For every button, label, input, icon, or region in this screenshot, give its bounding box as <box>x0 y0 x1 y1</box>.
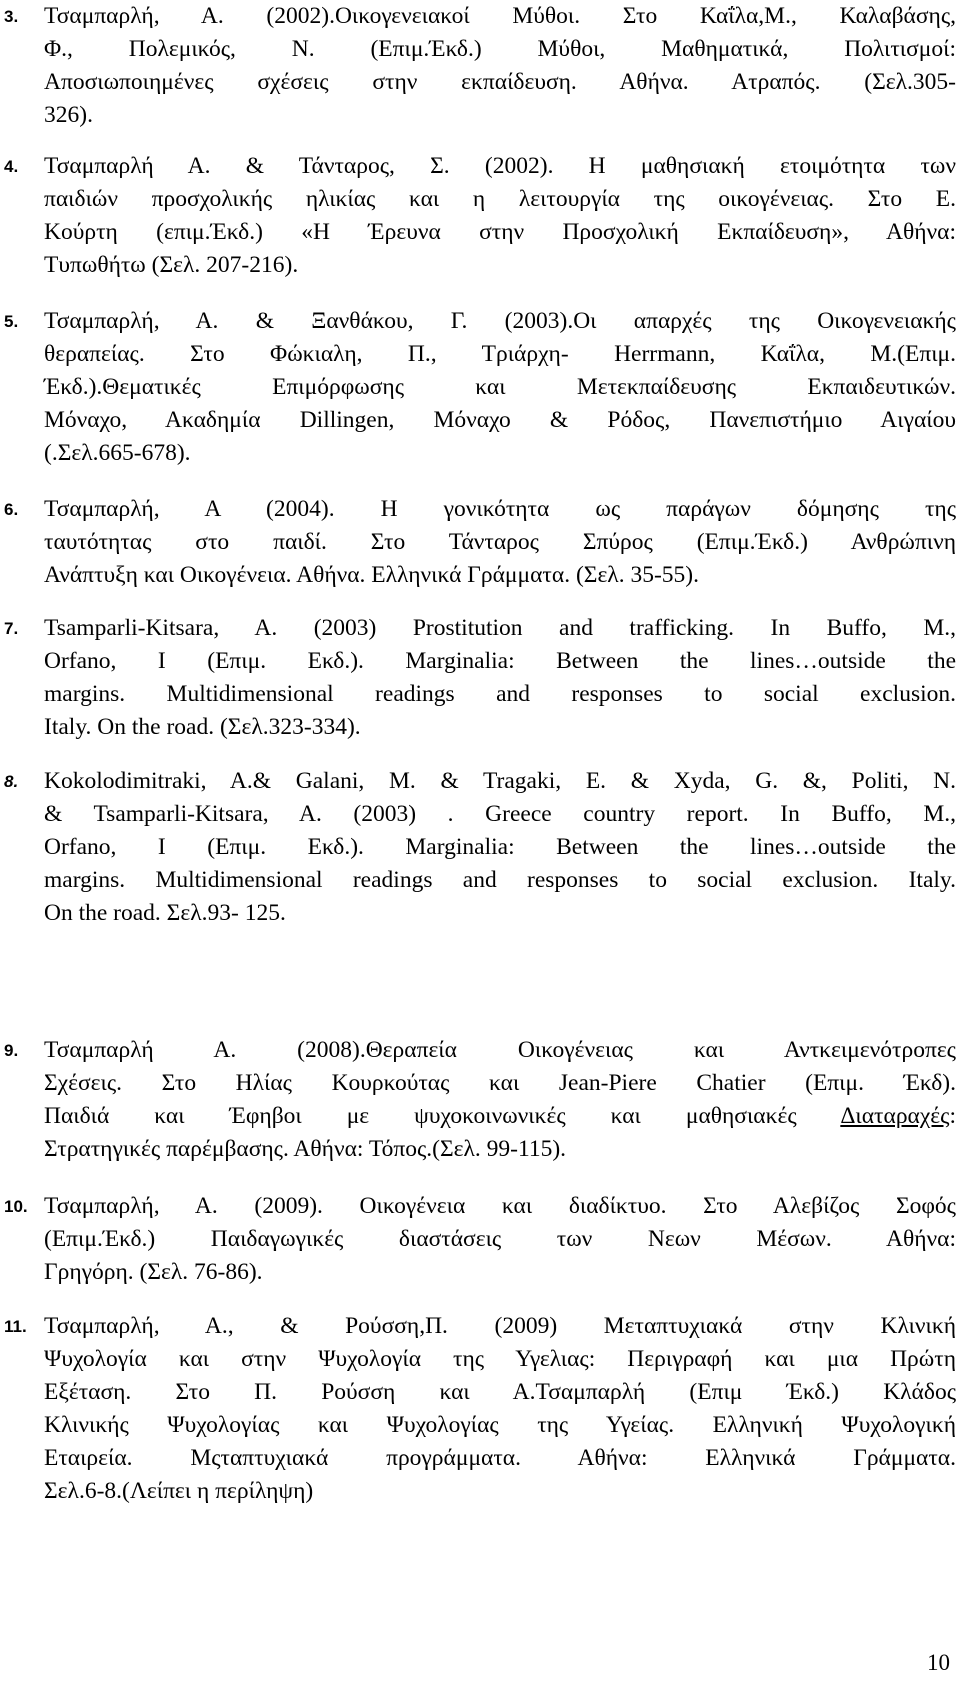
reference-number: 11. <box>4 1317 27 1336</box>
reference-text <box>44 1034 956 1166</box>
reference-line: Orfano, I (Επιμ. Εκδ.). Marginalia: Between the lines…outside the <box>44 648 956 674</box>
reference-text <box>44 305 956 470</box>
reference-text <box>44 1190 956 1289</box>
reference-line: Τσαμπαρλή, Α. (2009). Οικογένεια και διαδίκτυο. Στο Αλεβίζος Σοφός <box>44 1193 956 1219</box>
reference-number: 3. <box>4 7 19 26</box>
reference-11 <box>4 1310 956 1508</box>
reference-text <box>44 612 956 744</box>
page-number: 10 <box>927 1650 950 1675</box>
reference-text <box>44 150 956 282</box>
reference-line: Ανάπτυξη και Οικογένεια. Αθήνα. Ελληνικά Γράμματα. (Σελ. 35-55). <box>44 562 699 588</box>
reference-number: 9. <box>4 1041 19 1060</box>
reference-line: Στρατηγικές παρέμβασης. Αθήνα: Τόπος.(Σελ. 99-115). <box>44 1136 567 1162</box>
reference-line: Εταιρεία. Μςταπτυχιακά προγράμματα. Αθήνα: Ελληνικά Γράμματα. <box>44 1445 956 1471</box>
reference-text <box>44 0 956 132</box>
reference-line: Italy. On the road. (Σελ.323-334). <box>44 714 361 740</box>
reference-text <box>44 493 956 592</box>
reference-line: Ψυχολογία και στην Ψυχολογία της Υγελιας: Περιγραφή και μια Πρώτη <box>44 1346 956 1372</box>
reference-line: Έκδ.).Θεματικές Επιμόρφωσης και Μετεκπαίδευσης Εκπαιδευτικών. <box>44 374 956 400</box>
reference-line: (.Σελ.665-678). <box>44 440 191 466</box>
reference-line: Τυπωθήτω (Σελ. 207-216). <box>44 252 299 278</box>
reference-line: 326). <box>44 102 93 128</box>
reference-line: Τσαμπαρλή Α. & Τάνταρος, Σ. (2002). Η μαθησιακή ετοιμότητα των <box>44 153 956 179</box>
reference-line: Φ., Πολεμικός, Ν. (Επιμ.Έκδ.) Μύθοι, Μαθηματικά, Πολιτισμοί: <box>44 36 956 62</box>
reference-line: Τσαμπαρλή, Α. (2002).Οικογενειακοί Μύθοι. Στο Καΐλα,Μ., Καλαβάσης, <box>44 3 956 29</box>
reference-6 <box>4 493 956 592</box>
reference-line: Τσαμπαρλή, Α. & Ξανθάκου, Γ. (2003).Οι απαρχές της Οικογενειακής <box>44 308 956 334</box>
reference-number: 6. <box>4 500 19 519</box>
reference-line: Τσαμπαρλή Α. (2008).Θεραπεία Οικογένειας και Αντκειμενότροπες <box>44 1037 956 1063</box>
reference-line: Orfano, I (Επιμ. Εκδ.). Marginalia: Between the lines…outside the <box>44 834 956 860</box>
reference-line: Αποσιωποιημένες σχέσεις στην εκπαίδευση. Αθήνα. Ατραπός. (Σελ.305- <box>44 69 956 95</box>
reference-line: Εξέταση. Στο Π. Ρούσση και Α.Τσαμπαρλή (Επιμ Έκδ.) Κλάδος <box>44 1379 956 1405</box>
reference-number: 4. <box>4 157 19 176</box>
reference-7 <box>4 612 956 744</box>
reference-number: 8. <box>4 772 19 791</box>
reference-text <box>44 1310 956 1508</box>
reference-line: & Tsamparli-Kitsara, A. (2003) . Greece country report. In Buffo, M., <box>44 801 956 827</box>
reference-line: Παιδιά και Έφηβοι με ψυχοκοινωνικές και μαθησιακές Διαταραχές: <box>44 1103 956 1129</box>
reference-number: 10. <box>4 1197 28 1216</box>
reference-text <box>44 765 956 930</box>
reference-number: 5. <box>4 312 19 331</box>
reference-line: margins. Multidimensional readings and responses to social exclusion. <box>44 681 956 707</box>
reference-8 <box>4 765 956 930</box>
reference-4 <box>4 150 956 282</box>
reference-line: Τσαμπαρλή, Α., & Ρούσση,Π. (2009) Μεταπτυχιακά στην Κλινική <box>44 1313 956 1339</box>
reference-line: Σχέσεις. Στο Ηλίας Κουρκούτας και Jean-Piere Chatier (Επιμ. Έκδ). <box>44 1070 956 1096</box>
reference-3 <box>4 0 956 132</box>
reference-line: παιδιών προσχολικής ηλικίας και η λειτουργία της οικογένειας. Στο Ε. <box>44 186 956 212</box>
reference-10 <box>4 1190 956 1289</box>
reference-9 <box>4 1034 956 1166</box>
reference-5 <box>4 305 956 470</box>
reference-line: margins. Multidimensional readings and responses to social exclusion. Italy. <box>44 867 956 893</box>
reference-line: Γρηγόρη. (Σελ. 76-86). <box>44 1259 263 1285</box>
reference-line: Κούρτη (επιμ.Έκδ.) «Η Έρευνα στην Προσχολική Εκπαίδευση», Αθήνα: <box>44 219 956 245</box>
reference-line: On the road. Σελ.93- 125. <box>44 900 286 926</box>
reference-line: Κλινικής Ψυχολογίας και Ψυχολογίας της Υγείας. Ελληνική Ψυχολογική <box>44 1412 956 1438</box>
reference-line: (Επιμ.Έκδ.) Παιδαγωγικές διαστάσεις των Νεων Μέσων. Αθήνα: <box>44 1226 956 1252</box>
reference-line: θεραπείας. Στο Φώκιαλη, Π., Τριάρχη- Herrmann, Καΐλα, Μ.(Επιμ. <box>44 341 956 367</box>
reference-line: Tsamparli-Kitsara, A. (2003) Prostitution and trafficking. In Buffo, M., <box>44 615 956 641</box>
reference-line: Kokolodimitraki, A.& Galani, M. & Tragaki, E. & Xyda, G. &, Politi, N. <box>44 768 956 794</box>
reference-line: ταυτότητας στο παιδί. Στο Τάνταρος Σπύρος (Επιμ.Έκδ.) Ανθρώπινη <box>44 529 956 555</box>
reference-number: 7. <box>4 619 19 638</box>
reference-line: Μόναχο, Ακαδημία Dillingen, Μόναχο & Ρόδος, Πανεπιστήμιο Αιγαίου <box>44 407 956 433</box>
reference-line: Σελ.6-8.(Λείπει η περίληψη) <box>44 1478 314 1504</box>
reference-line: Τσαμπαρλή, Α (2004). Η γονικότητα ως παράγων δόμησης της <box>44 496 956 522</box>
